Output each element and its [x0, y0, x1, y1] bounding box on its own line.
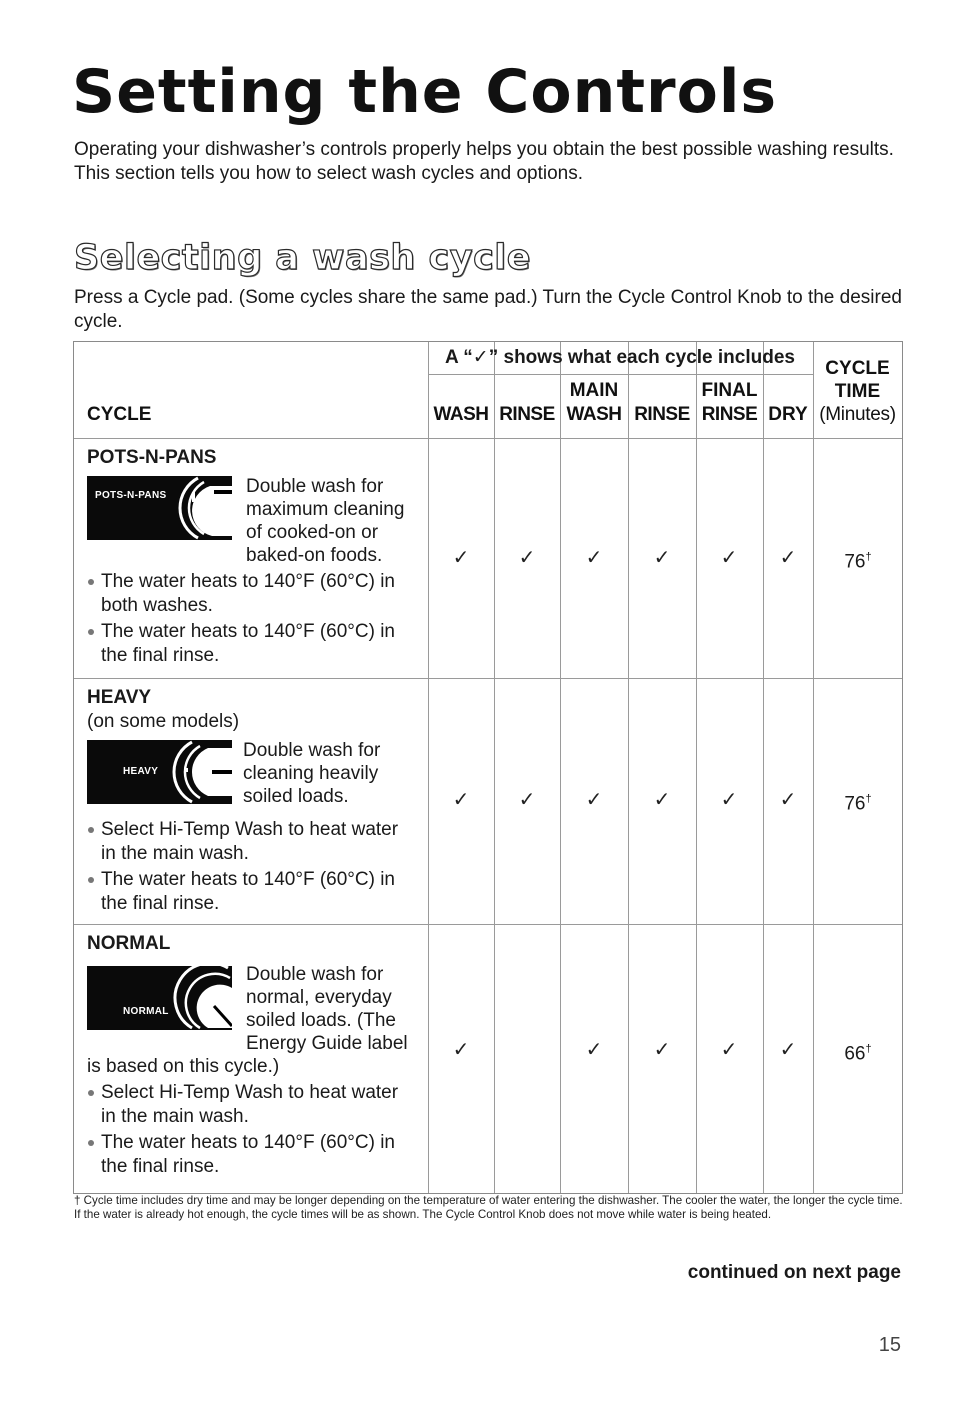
column-header-dry: DRY — [768, 404, 808, 425]
check-mark: ✓ — [585, 1037, 603, 1061]
list-item: The water heats to 140°F (60°C) in the final rinse. — [87, 868, 417, 916]
check-mark: ✓ — [720, 787, 738, 811]
cycle-pad-image — [87, 476, 232, 540]
cycle-availability: (on some models) — [87, 711, 240, 732]
table-divider — [763, 342, 764, 1193]
cycle-description-tail: is based on this cycle.) — [87, 1056, 280, 1077]
cycle-notes — [87, 818, 417, 918]
table-divider — [74, 438, 902, 439]
cycle-time: 76† — [844, 793, 872, 815]
knob-arc-icon — [162, 740, 232, 804]
cycle-column-header: CYCLE — [87, 404, 152, 425]
section-title: Selecting a wash cycle — [74, 238, 532, 278]
table-divider — [74, 924, 902, 925]
pad-label: POTS-N-PANS — [95, 490, 167, 501]
column-header-final-rinse: RINSE — [701, 404, 758, 425]
check-mark: ✓ — [452, 787, 470, 811]
check-mark: ✓ — [518, 545, 536, 569]
continued-note: continued on next page — [687, 1262, 901, 1283]
check-mark: ✓ — [653, 787, 671, 811]
table-divider — [428, 342, 429, 1193]
list-item: The water heats to 140°F (60°C) in the final rinse. — [87, 1131, 417, 1179]
check-mark: ✓ — [653, 545, 671, 569]
check-mark: ✓ — [585, 545, 603, 569]
table-divider — [74, 678, 902, 679]
cycle-notes — [87, 570, 417, 670]
table-divider — [813, 342, 814, 1193]
column-header-rinse-2: RINSE — [634, 404, 690, 425]
list-item: Select Hi-Temp Wash to heat water in the main wash. — [87, 1081, 417, 1129]
check-mark: ✓ — [720, 545, 738, 569]
page-title: Setting the Controls — [72, 57, 778, 127]
time-header-cycle: CYCLE — [825, 358, 890, 379]
check-mark: ✓ — [779, 1037, 797, 1061]
cycle-time: 76† — [844, 551, 872, 573]
column-header-main-wash: WASH — [566, 404, 622, 425]
column-header-rinse: RINSE — [499, 404, 555, 425]
cycle-description: Double wash for normal, everyday soiled loads. (The Energy Guide label — [246, 964, 408, 1054]
column-header-wash: WASH — [433, 404, 489, 425]
pad-label: NORMAL — [123, 1006, 169, 1017]
section-intro-paragraph: Press a Cycle pad. (Some cycles share the same pad.) Turn the Cycle Control Knob to the desired cycle. — [74, 287, 902, 332]
table-caption: A “✓” shows what each cycle includes — [445, 347, 795, 368]
pad-label: HEAVY — [123, 766, 159, 777]
check-mark: ✓ — [779, 787, 797, 811]
cycle-time: 66† — [844, 1043, 872, 1065]
cycle-pad-image — [87, 966, 232, 1030]
cycle-name: NORMAL — [87, 933, 171, 954]
check-mark: ✓ — [585, 787, 603, 811]
check-mark: ✓ — [452, 1037, 470, 1061]
check-mark: ✓ — [720, 1037, 738, 1061]
footnote: † Cycle time includes dry time and may be longer depending on the temperature of water entering the dishwasher. The cooler the water, the longer the cycle time. If the water is already hot enough, the cycle times will be as shown. The Cycle Control Knob does not move while water is being heated. — [74, 1194, 903, 1221]
table-divider — [560, 342, 561, 1193]
table-divider — [428, 374, 813, 375]
list-item: The water heats to 140°F (60°C) in both washes. — [87, 570, 417, 618]
knob-arc-icon — [172, 476, 232, 540]
cycle-name: HEAVY — [87, 687, 152, 708]
table-divider — [696, 342, 697, 1193]
time-header-minutes: (Minutes) — [819, 404, 896, 425]
cycle-description: Double wash for cleaning heavily soiled loads. — [243, 740, 381, 807]
check-mark: ✓ — [452, 545, 470, 569]
cycle-notes — [87, 1081, 417, 1181]
check-mark: ✓ — [779, 545, 797, 569]
cycle-pad-image — [87, 740, 232, 804]
page-number: 15 — [878, 1334, 901, 1356]
table-divider — [494, 342, 495, 1193]
list-item: Select Hi-Temp Wash to heat water in the main wash. — [87, 818, 417, 866]
time-header-time: TIME — [834, 381, 881, 402]
cycle-table — [73, 341, 903, 1194]
column-header-main: MAIN — [569, 380, 619, 401]
table-divider — [628, 342, 629, 1193]
cycle-name: POTS-N-PANS — [87, 447, 217, 468]
column-header-final: FINAL — [701, 380, 758, 401]
cycle-description: Double wash for maximum cleaning of cooked-on or baked-on foods. — [246, 476, 405, 566]
knob-arc-icon — [162, 966, 232, 1030]
check-mark: ✓ — [653, 1037, 671, 1061]
check-mark: ✓ — [518, 787, 536, 811]
list-item: The water heats to 140°F (60°C) in the final rinse. — [87, 620, 417, 668]
intro-paragraph: Operating your dishwasher’s controls properly helps you obtain the best possible washing results. This section tells you how to select wash cycles and options. — [74, 139, 894, 184]
